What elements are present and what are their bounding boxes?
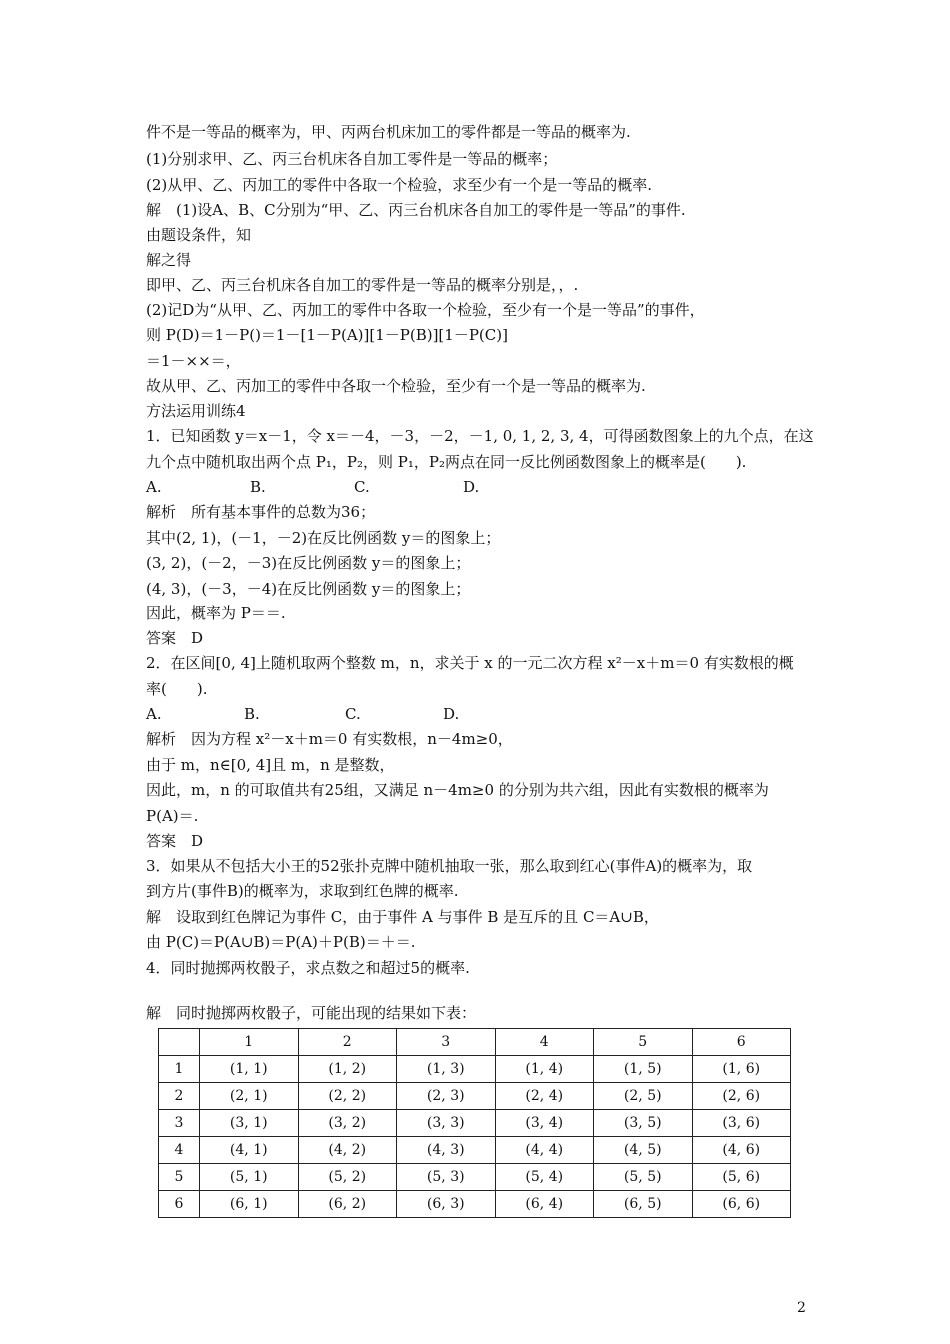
table-cell: (5, 5) [594,1164,693,1191]
table-cell: (1, 5) [594,1056,693,1083]
table-header-cell [159,1029,200,1056]
table-cell: (4, 3) [397,1137,496,1164]
text-line: 由 P(C)＝P(A∪B)＝P(A)＋P(B)＝＋＝. [146,933,416,951]
section-heading: 方法运用训练4 [146,402,246,420]
text-line: 其中(2, 1)，(－1，－2)在反比例函数 y＝的图象上； [146,529,501,547]
table-cell: (1, 2) [298,1056,397,1083]
table-cell: (4, 6) [692,1137,791,1164]
table-cell: (6, 5) [594,1191,693,1218]
text-line: 解 设取到红色牌记为事件 C，由于事件 A 与事件 B 是互斥的且 C＝A∪B， [146,908,659,926]
table-cell: 1 [159,1056,200,1083]
option-b: B. [250,478,266,496]
table-cell: (3, 3) [397,1110,496,1137]
table-cell: 2 [159,1083,200,1110]
table-cell: (1, 4) [495,1056,594,1083]
table-cell: (3, 5) [594,1110,693,1137]
question-2-line-2: 率( ). [146,680,208,698]
table-header-cell: 1 [200,1029,299,1056]
table-cell: (5, 1) [200,1164,299,1191]
page-number: 2 [797,1300,806,1316]
text-line: 解 同时抛掷两枚骰子，可能出现的结果如下表： [146,1004,477,1022]
question-1-line-2: 九个点中随机取出两个点 P₁，P₂，则 P₁，P₂两点在同一反比例函数图象上的概率是( ). [146,453,747,471]
table-cell: (3, 2) [298,1110,397,1137]
table-header-cell: 6 [692,1029,791,1056]
table-cell: (2, 5) [594,1083,693,1110]
option-c: C. [345,705,361,723]
table-row [159,1164,791,1191]
table-cell: (2, 2) [298,1083,397,1110]
text-line: P(A)＝. [146,807,199,825]
table-cell: (6, 6) [692,1191,791,1218]
text-line: 解之得 [146,251,192,269]
table-cell: (4, 4) [495,1137,594,1164]
option-d: D. [463,478,480,496]
text-line: 由于 m，n∈[0, 4]且 m，n 是整数， [146,756,395,774]
table-row [159,1137,791,1164]
option-d: D. [443,705,460,723]
text-line: 即甲、乙、丙三台机床各自加工的零件是一等品的概率分别是，，. [146,276,579,294]
table-cell: 4 [159,1137,200,1164]
option-a: A. [146,478,162,496]
option-b: B. [244,705,260,723]
text-line: (2)从甲、乙、丙加工的零件中各取一个检验，求至少有一个是一等品的概率. [146,176,653,194]
table-header-cell: 2 [298,1029,397,1056]
option-c: C. [354,478,370,496]
text-line: 因此，概率为 P＝＝. [146,604,286,622]
text-line: 件不是一等品的概率为，甲、丙两台机床加工的零件都是一等品的概率为. [146,123,631,141]
table-cell: (1, 6) [692,1056,791,1083]
question-4-line: 4．同时抛掷两枚骰子，求点数之和超过5的概率. [146,959,470,977]
table-cell: (5, 3) [397,1164,496,1191]
table-header-row [159,1029,791,1056]
table-cell: (5, 2) [298,1164,397,1191]
text-line: (4, 3)，(－3，－4)在反比例函数 y＝的图象上； [146,580,471,598]
table-header-cell: 3 [397,1029,496,1056]
question-1-line-1: 1．已知函数 y＝x－1，令 x＝－4，－3，－2，－1, 0, 1, 2, 3, 4，可得函数图象上的九个点，在这 [146,427,814,445]
text-line: 则 P(D)＝1－P()＝1－[1－P(A)][1－P(B)][1－P(C)] [146,326,508,344]
question-2-line-1: 2．在区间[0, 4]上随机取两个整数 m，n，求关于 x 的一元二次方程 x²－x＋m＝0 有实数根的概 [146,654,794,672]
table-cell: 6 [159,1191,200,1218]
table-cell: (4, 5) [594,1137,693,1164]
question-3-line-2: 到方片(事件B)的概率为，求取到红色牌的概率. [146,882,459,900]
table-cell: (3, 6) [692,1110,791,1137]
table-cell: (6, 1) [200,1191,299,1218]
answer-line: 答案 D [146,832,204,850]
table-cell: (2, 6) [692,1083,791,1110]
text-line: 解析 因为方程 x²－x＋m＝0 有实数根，n－4m≥0， [146,730,513,748]
text-line: 解 (1)设A、B、C分别为“甲、乙、丙三台机床各自加工的零件是一等品”的事件. [146,201,686,219]
text-line: 因此，m，n 的可取值共有25组，又满足 n－4m≥0 的分别为共六组，因此有实数根的概率为 [146,781,769,799]
table-cell: 5 [159,1164,200,1191]
table-cell: (5, 4) [495,1164,594,1191]
table-row [159,1056,791,1083]
table-row [159,1110,791,1137]
text-line: (2)记D为“从甲、乙、丙加工的零件中各取一个检验，至少有一个是一等品”的事件， [146,301,705,319]
table-cell: (5, 6) [692,1164,791,1191]
question-3-line-1: 3．如果从不包括大小王的52张扑克牌中随机抽取一张，那么取到红心(事件A)的概率为，取 [146,857,753,875]
table-cell: (6, 3) [397,1191,496,1218]
table-cell: (2, 1) [200,1083,299,1110]
text-line: 故从甲、乙、丙加工的零件中各取一个检验，至少有一个是一等品的概率为. [146,377,646,395]
table-header-cell: 5 [594,1029,693,1056]
text-line: 解析 所有基本事件的总数为36； [146,503,376,521]
table-row [159,1191,791,1218]
text-line: ＝1－××＝， [146,352,241,370]
option-a: A. [146,705,162,723]
table-cell: (6, 2) [298,1191,397,1218]
table-cell: (2, 4) [495,1083,594,1110]
table-cell: (2, 3) [397,1083,496,1110]
dice-outcomes-table [158,1028,791,1218]
table-cell: (6, 4) [495,1191,594,1218]
table-cell: (4, 1) [200,1137,299,1164]
table-cell: (1, 3) [397,1056,496,1083]
text-line: (3, 2)，(－2，－3)在反比例函数 y＝的图象上； [146,554,471,572]
table-cell: (3, 1) [200,1110,299,1137]
table-cell: 3 [159,1110,200,1137]
text-line: 由题设条件，知 [146,226,252,244]
table-cell: (1, 1) [200,1056,299,1083]
table-cell: (4, 2) [298,1137,397,1164]
answer-line: 答案 D [146,629,204,647]
table-header-cell: 4 [495,1029,594,1056]
text-line: (1)分别求甲、乙、丙三台机床各自加工零件是一等品的概率； [146,150,558,168]
table-cell: (3, 4) [495,1110,594,1137]
table-row [159,1083,791,1110]
